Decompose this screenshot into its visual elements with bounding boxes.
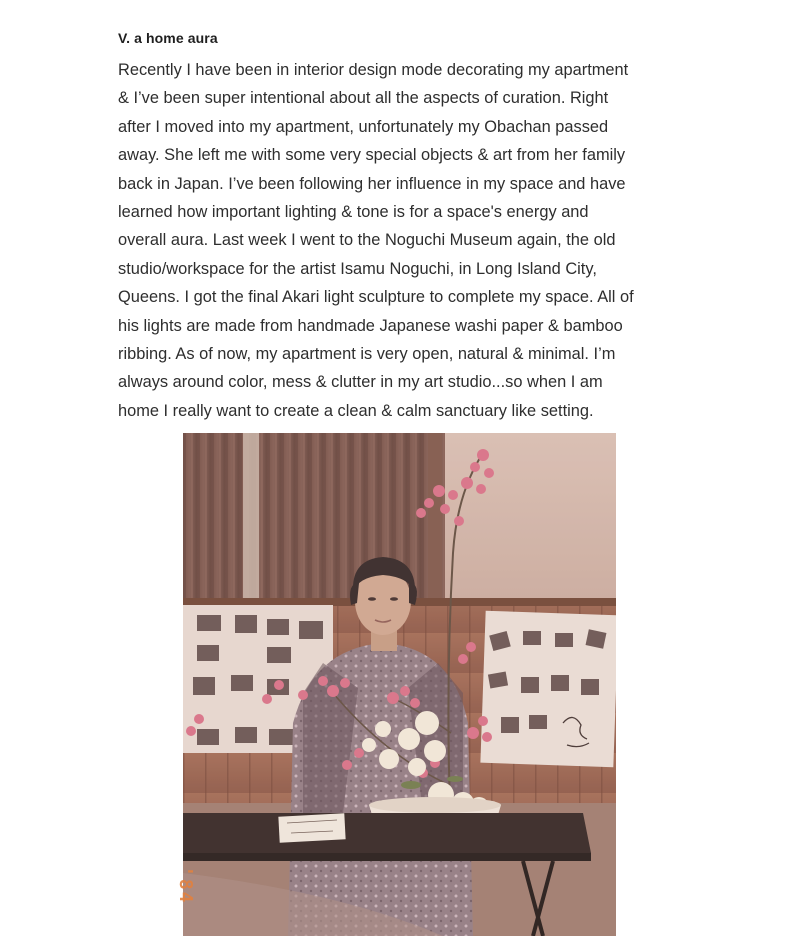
paragraph-line: learned how important lighting & tone is for a space's energy and	[118, 203, 589, 222]
article	[118, 30, 698, 425]
vintage-tone-overlay	[183, 433, 616, 936]
vintage-family-photo	[183, 433, 616, 936]
photo-date-stamp: '84	[175, 866, 196, 905]
article-paragraph	[118, 56, 698, 425]
section-heading: V. a home aura	[118, 30, 218, 46]
paragraph-line: ribbing. As of now, my apartment is very open, natural & minimal. I’m	[118, 345, 616, 364]
paragraph-line: always around color, mess & clutter in my art studio...so when I am	[118, 373, 603, 392]
paragraph-line: back in Japan. I’ve been following her influence in my space and have	[118, 174, 626, 193]
paragraph-line: & I’ve been super intentional about all the aspects of curation. Right	[118, 89, 609, 108]
paragraph-line: Queens. I got the final Akari light sculpture to complete my space. All of	[118, 288, 634, 307]
paragraph-line: Recently I have been in interior design mode decorating my apartment	[118, 61, 629, 79]
paragraph-line: overall aura. Last week I went to the Noguchi Museum again, the old	[118, 231, 616, 250]
paragraph-line: home I really want to create a clean & calm sanctuary like setting.	[118, 401, 594, 420]
paragraph-line: after I moved into my apartment, unfortunately my Obachan passed	[118, 117, 609, 136]
paragraph-line: studio/workspace for the artist Isamu Noguchi, in Long Island City,	[118, 259, 597, 278]
paragraph-line: his lights are made from handmade Japanese washi paper & bamboo	[118, 316, 623, 335]
paragraph-line: away. She left me with some very special objects & art from her family	[118, 146, 626, 165]
photo-illustration	[183, 433, 616, 936]
